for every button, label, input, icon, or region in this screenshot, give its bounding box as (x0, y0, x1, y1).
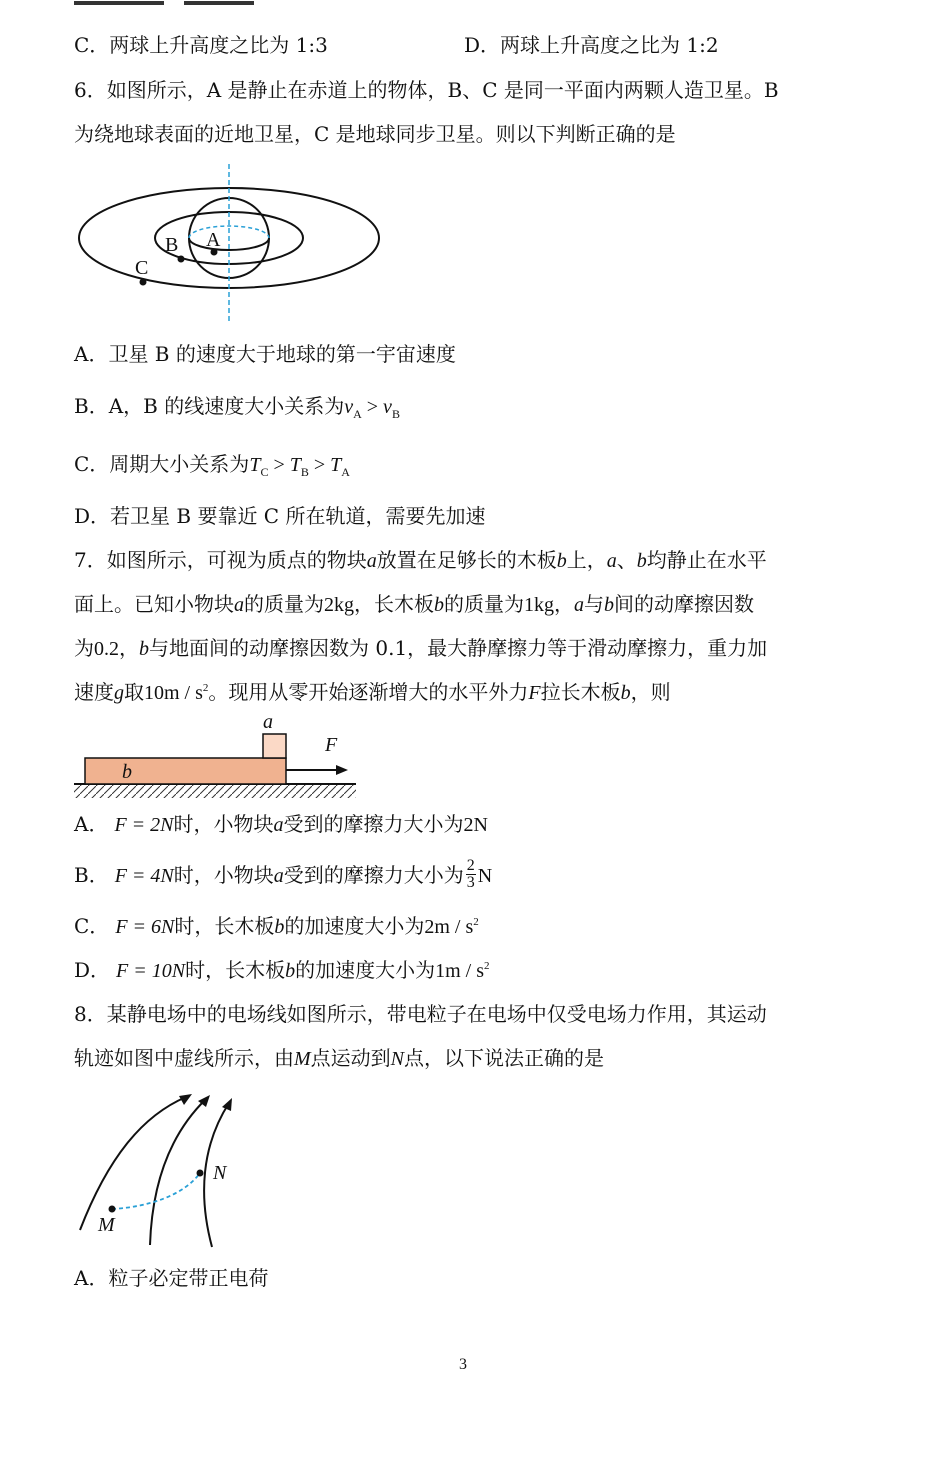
q7-stem-line-4: 速度g取$10m / s^2$。现用从零开始逐渐增大的水平外力F拉长木板b，则 (74, 680, 671, 704)
point-m (109, 1206, 116, 1213)
q5-option-d: D．两球上升高度之比为 1:2 (464, 33, 719, 57)
point-c (140, 279, 147, 286)
label-a: A (206, 229, 221, 251)
q6-option-d: D．若卫星 B 要靠近 C 所在轨道，需要先加速 (74, 504, 486, 528)
label-b: B (165, 234, 179, 256)
label-n: N (213, 1162, 227, 1184)
q7-stem-line-2: 面上。已知小物块a的质量为2kg，长木板b的质量为1kg，a与b间的动摩擦因数 (74, 592, 754, 616)
q8-field-lines-diagram (74, 1085, 254, 1254)
label-m: M (98, 1214, 115, 1236)
q6-option-a: A．卫星 B 的速度大于地球的第一宇宙速度 (74, 342, 456, 366)
field-line-1 (80, 1097, 186, 1230)
q7-stem-line-3: 为0.2，b与地面间的动摩擦因数为 0.1，最大静摩擦力等于滑动摩擦力，重力加 (74, 636, 768, 660)
q8-stem-line-1: 8．某静电场中的电场线如图所示，带电粒子在电场中仅受电场力作用，其运动 (74, 1002, 767, 1026)
q6-orbit-diagram (74, 160, 394, 329)
label-f: F (325, 734, 338, 756)
field-line-3-arrowhead (222, 1098, 232, 1111)
field-line-1-arrowhead (179, 1094, 192, 1105)
q6-stem-line-2: 为绕地球表面的近地卫星，C 是地球同步卫星。则以下判断正确的是 (74, 122, 676, 146)
q8-stem-line-2: 轨迹如图中虚线所示，由M点运动到N点，以下说法正确的是 (74, 1046, 605, 1070)
q8-option-a: A．粒子必定带正电荷 (74, 1266, 269, 1290)
q6-stem-line-1: 6．如图所示，A 是静止在赤道上的物体，B、C 是同一平面内两颗人造卫星。B (74, 78, 779, 102)
q5-option-c: C．两球上升高度之比为 1:3 (74, 33, 328, 57)
label-b: b (122, 761, 132, 783)
point-b (178, 256, 185, 263)
block-a (263, 734, 286, 758)
point-n (197, 1170, 204, 1177)
q7-option-c: C． F = 6N时，长木板b的加速度大小为$2m / s^2$ (74, 914, 479, 938)
label-a: a (263, 711, 273, 733)
q7-option-b: B． F = 4N时，小物块a受到的摩擦力大小为 $\frac{2}{3}$ N (74, 857, 493, 891)
cut-off-text-fragment (74, 0, 264, 2)
board-b (85, 758, 286, 784)
q7-block-board-diagram (72, 706, 362, 806)
fraction-two-thirds: $\frac{2}{3}$ (466, 857, 475, 891)
page-number: 3 (459, 1356, 467, 1373)
q7-stem-line-1: 7．如图所示，可视为质点的物块a放置在足够长的木板b上，a、b均静止在水平 (74, 548, 767, 572)
q6-option-c: C．周期大小关系为$T_C > T_B > T_A$ (74, 452, 350, 479)
ground-hatch (74, 784, 356, 798)
q7-option-d: D． F = 10N时，长木板b的加速度大小为$1m / s^2$ (74, 958, 490, 982)
q7-option-a: A． F = 2N时，小物块a受到的摩擦力大小为2N (74, 812, 488, 836)
label-c: C (135, 257, 149, 279)
q6-option-b: B．A，B 的线速度大小关系为$v_A > v_B$ (74, 394, 400, 421)
force-arrowhead (336, 765, 348, 775)
